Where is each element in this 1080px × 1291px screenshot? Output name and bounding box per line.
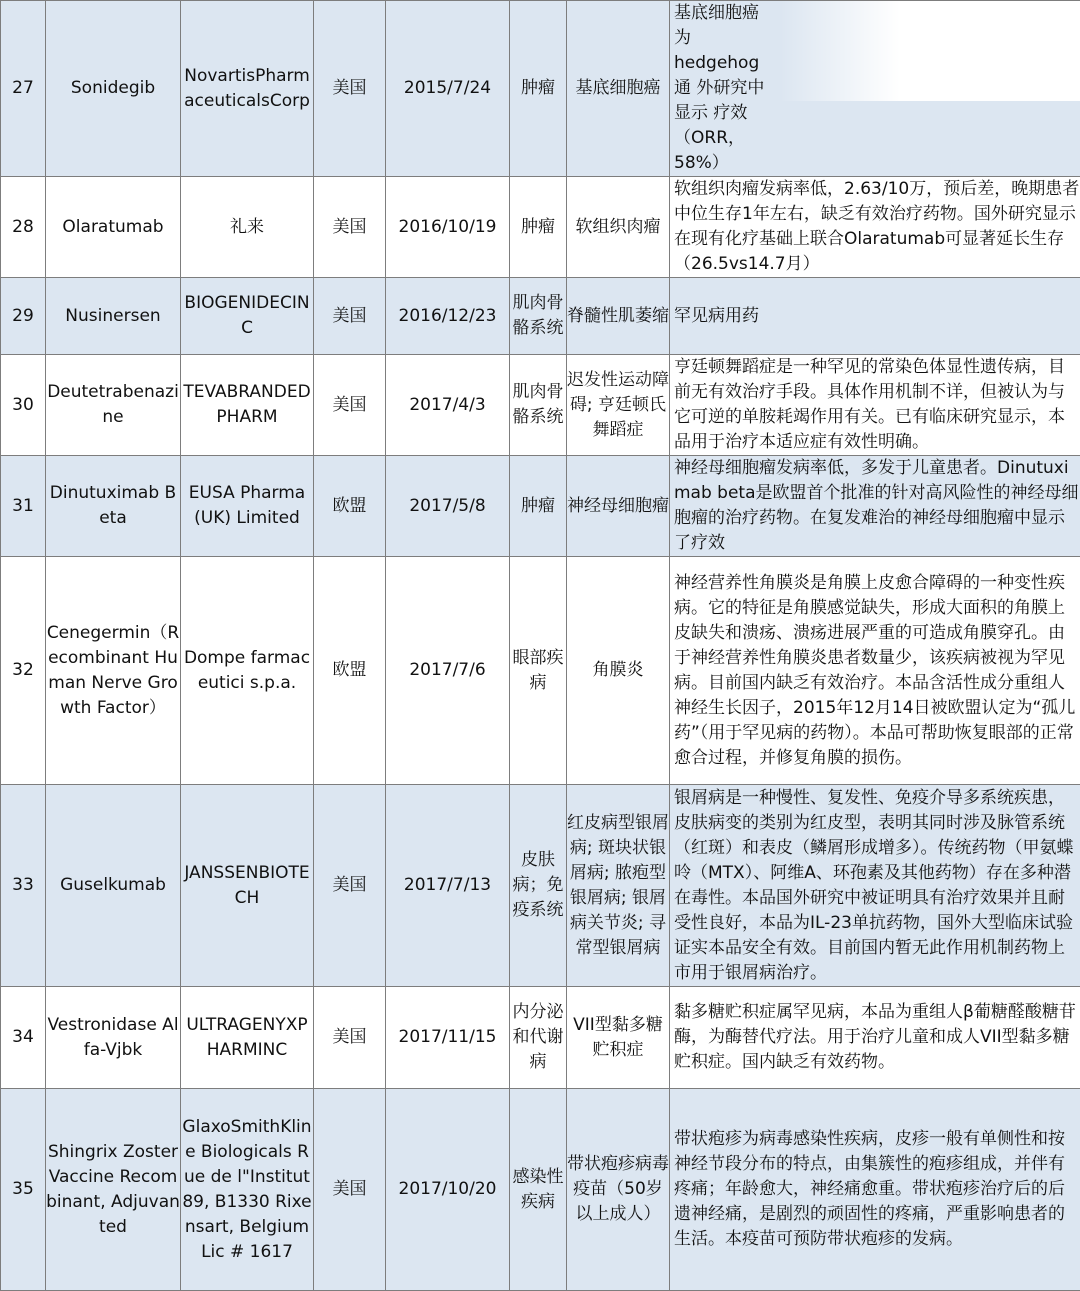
- description: 神经母细胞瘤发病率低，多发于儿童患者。Dinutuximab beta是欧盟首个批准的针对高风险性的神经母细胞瘤的治疗药物。在复发难治的神经母细胞瘤中显示了疗效: [670, 456, 1080, 557]
- row-number: 33: [1, 785, 46, 987]
- drug-name: Sonidegib: [46, 1, 181, 177]
- drug-name: Dinutuximab Beta: [46, 456, 181, 557]
- indication: 红皮病型银屑病; 斑块状银屑病; 脓疱型银屑病; 银屑病关节炎; 寻常型银屑病: [567, 785, 670, 987]
- approval-region: 美国: [314, 278, 386, 355]
- description: 软组织肉瘤发病率低，2.63/10万，预后差，晚期患者中位生存1年左右，缺乏有效治疗药物。国外研究显示在现有化疗基础上联合Olaratumab可显著延长生存（26.5vs14.7月）: [670, 177, 1080, 278]
- approval-date: 2017/11/15: [386, 987, 510, 1089]
- table-row: [1, 355, 1080, 456]
- approval-date: 2017/7/13: [386, 785, 510, 987]
- therapeutic-category: 内分泌和代谢病: [510, 987, 567, 1089]
- approval-region: 美国: [314, 987, 386, 1089]
- indication: 基底细胞癌: [567, 1, 670, 177]
- cropped-overlay: [780, 1, 1080, 101]
- company-name: JANSSENBIOTECH: [181, 785, 314, 987]
- row-number: 27: [1, 1, 46, 177]
- company-name: GlaxoSmithKline Biologicals Rue de l"Institut 89, B1330 Rixensart, Belgium Lic # 1617: [181, 1089, 314, 1291]
- approval-date: 2016/12/23: [386, 278, 510, 355]
- row-number: 31: [1, 456, 46, 557]
- approval-region: 欧盟: [314, 557, 386, 785]
- table-row: [1, 177, 1080, 278]
- drug-name: Nusinersen: [46, 278, 181, 355]
- row-number: 34: [1, 987, 46, 1089]
- indication: 带状疱疹病毒疫苗（50岁以上成人）: [567, 1089, 670, 1291]
- description-text: 基底细胞癌为 hedgehog通 外研究中显示 疗效（ORR，58%）: [674, 1, 774, 176]
- company-name: BIOGENIDECINC: [181, 278, 314, 355]
- therapeutic-category: 皮肤病；免疫系统: [510, 785, 567, 987]
- approval-date: 2015/7/24: [386, 1, 510, 177]
- table-row: [1, 1, 1080, 177]
- company-name: TEVABRANDEDPHARM: [181, 355, 314, 456]
- row-number: 30: [1, 355, 46, 456]
- approval-date: 2017/4/3: [386, 355, 510, 456]
- indication: 软组织肉瘤: [567, 177, 670, 278]
- description: 带状疱疹为病毒感染性疾病，皮疹一般有单侧性和按神经节段分布的特点，由集簇性的疱疹组成，并伴有疼痛；年龄愈大，神经痛愈重。带状疱疹治疗后的后遗神经痛，是剧烈的顽固性的疼痛，严重影响患者的生活。本疫苗可预防带状疱疹的发病。: [670, 1089, 1080, 1291]
- table-row: [1, 278, 1080, 355]
- company-name: NovartisPharmaceuticalsCorp: [181, 1, 314, 177]
- approval-region: 美国: [314, 177, 386, 278]
- description: 黏多糖贮积症属罕见病，本品为重组人β葡糖醛酸糖苷酶，为酶替代疗法。用于治疗儿童和成人VII型黏多糖贮积症。国内缺乏有效药物。: [670, 987, 1080, 1089]
- drug-name: Shingrix Zoster Vaccine Recombinant, Adjuvanted: [46, 1089, 181, 1291]
- row-number: 32: [1, 557, 46, 785]
- approval-region: 美国: [314, 1089, 386, 1291]
- drug-name: Cenegermin（Recombinant Human Nerve Growth Factor）: [46, 557, 181, 785]
- therapeutic-category: 肿瘤: [510, 177, 567, 278]
- indication: 迟发性运动障碍; 亨廷顿氏舞蹈症: [567, 355, 670, 456]
- therapeutic-category: 感染性疾病: [510, 1089, 567, 1291]
- indication: VII型黏多糖贮积症: [567, 987, 670, 1089]
- company-name: 礼来: [181, 177, 314, 278]
- description: 神经营养性角膜炎是角膜上皮愈合障碍的一种变性疾病。它的特征是角膜感觉缺失，形成大面积的角膜上皮缺失和溃疡、溃疡进展严重的可造成角膜穿孔。由于神经营养性角膜炎患者数量少，该疾病被视为罕见病。目前国内缺乏有效治疗。本品含活性成分重组人神经生长因子，2015年12月14日被欧盟认定为“孤儿药”（用于罕见病的药物）。本品可帮助恢复眼部的正常愈合过程，并修复角膜的损伤。: [670, 557, 1080, 785]
- table-row: [1, 785, 1080, 987]
- drug-name: Olaratumab: [46, 177, 181, 278]
- approval-region: 美国: [314, 355, 386, 456]
- approval-date: 2017/7/6: [386, 557, 510, 785]
- approval-region: 美国: [314, 785, 386, 987]
- table-row: [1, 557, 1080, 785]
- therapeutic-category: 肿瘤: [510, 1, 567, 177]
- description: 亨廷顿舞蹈症是一种罕见的常染色体显性遗传病，目前无有效治疗手段。具体作用机制不详，但被认为与它可逆的单胺耗竭作用有关。已有临床研究显示，本品用于治疗本适应症有效性明确。: [670, 355, 1080, 456]
- approval-region: 欧盟: [314, 456, 386, 557]
- table-row: [1, 1089, 1080, 1291]
- indication: 神经母细胞瘤: [567, 456, 670, 557]
- approval-date: 2016/10/19: [386, 177, 510, 278]
- row-number: 35: [1, 1089, 46, 1291]
- table-row: [1, 987, 1080, 1089]
- drug-name: Guselkumab: [46, 785, 181, 987]
- approval-date: 2017/10/20: [386, 1089, 510, 1291]
- row-number: 29: [1, 278, 46, 355]
- table-row: [1, 456, 1080, 557]
- company-name: Dompe farmaceutici s.p.a.: [181, 557, 314, 785]
- description: 银屑病是一种慢性、复发性、免疫介导多系统疾患，皮肤病变的类别为红皮型，表明其同时涉及脉管系统（红斑）和表皮（鳞屑形成增多）。传统药物（甲氨蝶呤（MTX）、阿维A、环孢素及其他药物）存在多种潜在毒性。本品国外研究中被证明具有治疗效果并且耐受性良好，本品为IL-23单抗药物，国外大型临床试验证实本品安全有效。目前国内暂无此作用机制药物上市用于银屑病治疗。: [670, 785, 1080, 987]
- description-cell: [670, 1, 1080, 177]
- therapeutic-category: 肌肉骨骼系统: [510, 355, 567, 456]
- therapeutic-category: 肿瘤: [510, 456, 567, 557]
- therapeutic-category: 肌肉骨骼系统: [510, 278, 567, 355]
- company-name: EUSA Pharma (UK) Limited: [181, 456, 314, 557]
- indication: 角膜炎: [567, 557, 670, 785]
- description: 罕见病用药: [670, 278, 1080, 355]
- drug-name: Deutetrabenazine: [46, 355, 181, 456]
- row-number: 28: [1, 177, 46, 278]
- company-name: ULTRAGENYXPHARMINC: [181, 987, 314, 1089]
- approval-date: 2017/5/8: [386, 456, 510, 557]
- therapeutic-category: 眼部疾病: [510, 557, 567, 785]
- indication: 脊髓性肌萎缩: [567, 278, 670, 355]
- approval-region: 美国: [314, 1, 386, 177]
- drug-name: Vestronidase Alfa-Vjbk: [46, 987, 181, 1089]
